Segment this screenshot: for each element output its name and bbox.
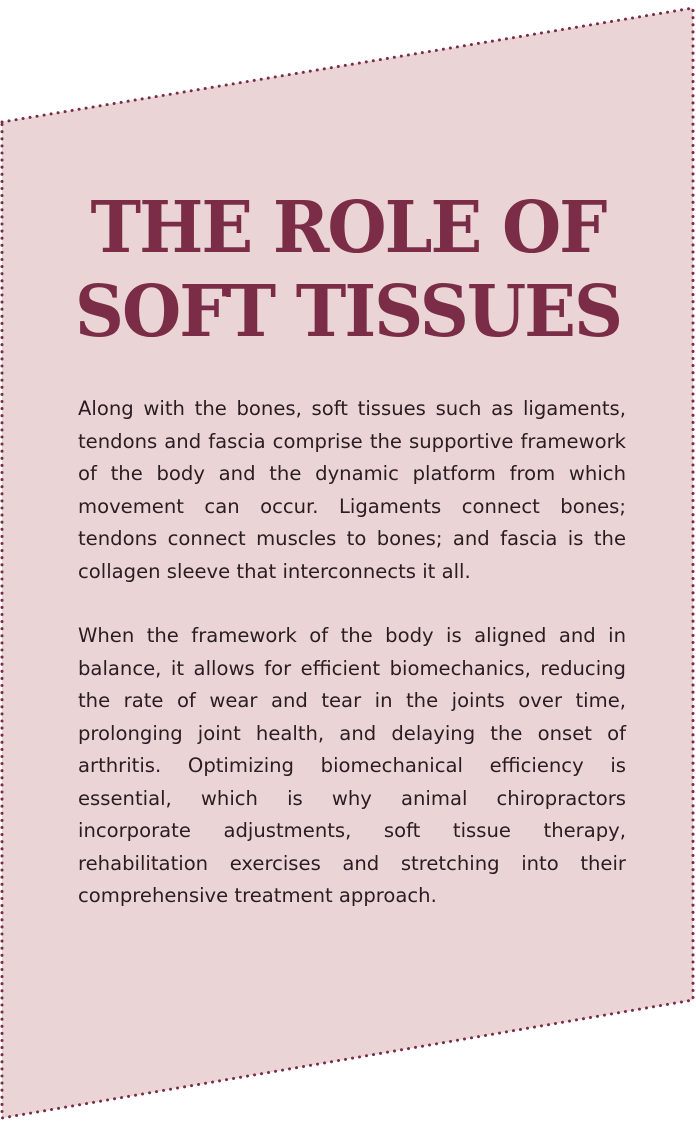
- article-body: [78, 393, 626, 945]
- page-title: [40, 186, 656, 354]
- title-line-2: SOFT TISSUES: [74, 270, 622, 354]
- paragraph-2: When the framework of the body is aligned and in balance, it allows for efficient biomechanics, reducing the rate of wear and tear in the joints over time, prolonging joint health, and delaying the onset of arthritis. Optimizing biomechanical efficiency is essential, which is why animal chiropractors incorporate adjustments, soft tissue therapy, rehabilitation exercises and stretching into their comprehensive treatment approach.: [78, 624, 626, 907]
- paragraph-1: Along with the bones, soft tissues such as ligaments, tendons and fascia comprise the supportive framework of the body and the dynamic platform from which movement can occur. Ligaments connect bones; tendons connect muscles to bones; and fascia is the collagen sleeve that interconnects it all.: [78, 397, 626, 583]
- title-line-1: THE ROLE OF: [90, 186, 606, 270]
